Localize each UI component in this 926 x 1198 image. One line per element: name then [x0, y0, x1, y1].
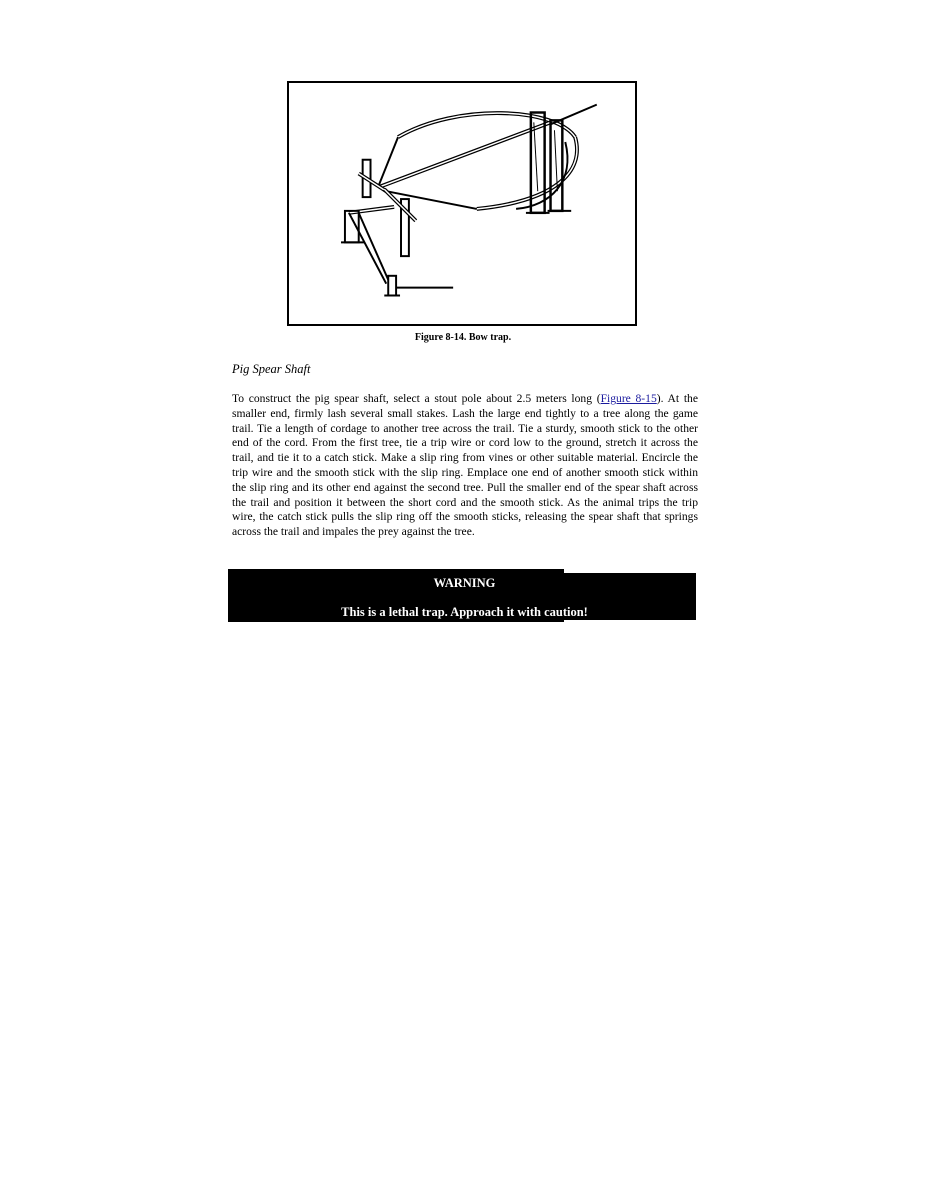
figure-caption: Figure 8-14. Bow trap.: [414, 332, 512, 343]
figure-8-15-link[interactable]: Figure 8-15: [600, 392, 657, 405]
body-paragraph: [232, 392, 698, 540]
paragraph-text-start: To construct the pig spear shaft, select a stout pole about 2.5 meters long (: [232, 392, 601, 405]
bow-trap-illustration: [289, 83, 635, 324]
section-title: Pig Spear Shaft: [232, 362, 311, 376]
warning-heading: WARNING: [433, 576, 496, 590]
bow-trap-figure: [287, 81, 637, 326]
warning-text: This is a lethal trap. Approach it with caution!: [341, 605, 588, 619]
paragraph-text-end: ). At the smaller end, firmly lash several small stakes. Lash the large end tightly to a tree along the game trail. Tie a length of cordage to another tree across the trail. Tie a sturdy, smooth stick to the other end of the cord. From the first tree, tie a trip wire or cord low to the ground, stretch it across the trail, and tie it to a catch stick. Make a slip ring from vines or other suitable material. Encircle the trip wire and the smooth stick with the slip ring. Emplace one end of another smooth stick within the slip ring and its other end against the second tree. Pull the smaller end of the spear shaft across the trail and position it between the short cord and the smooth stick. As the animal trips the trip wire, the catch stick pulls the slip ring off the smooth sticks, releasing the spear shaft that springs across the trail and impales the prey against the tree.: [232, 392, 698, 539]
